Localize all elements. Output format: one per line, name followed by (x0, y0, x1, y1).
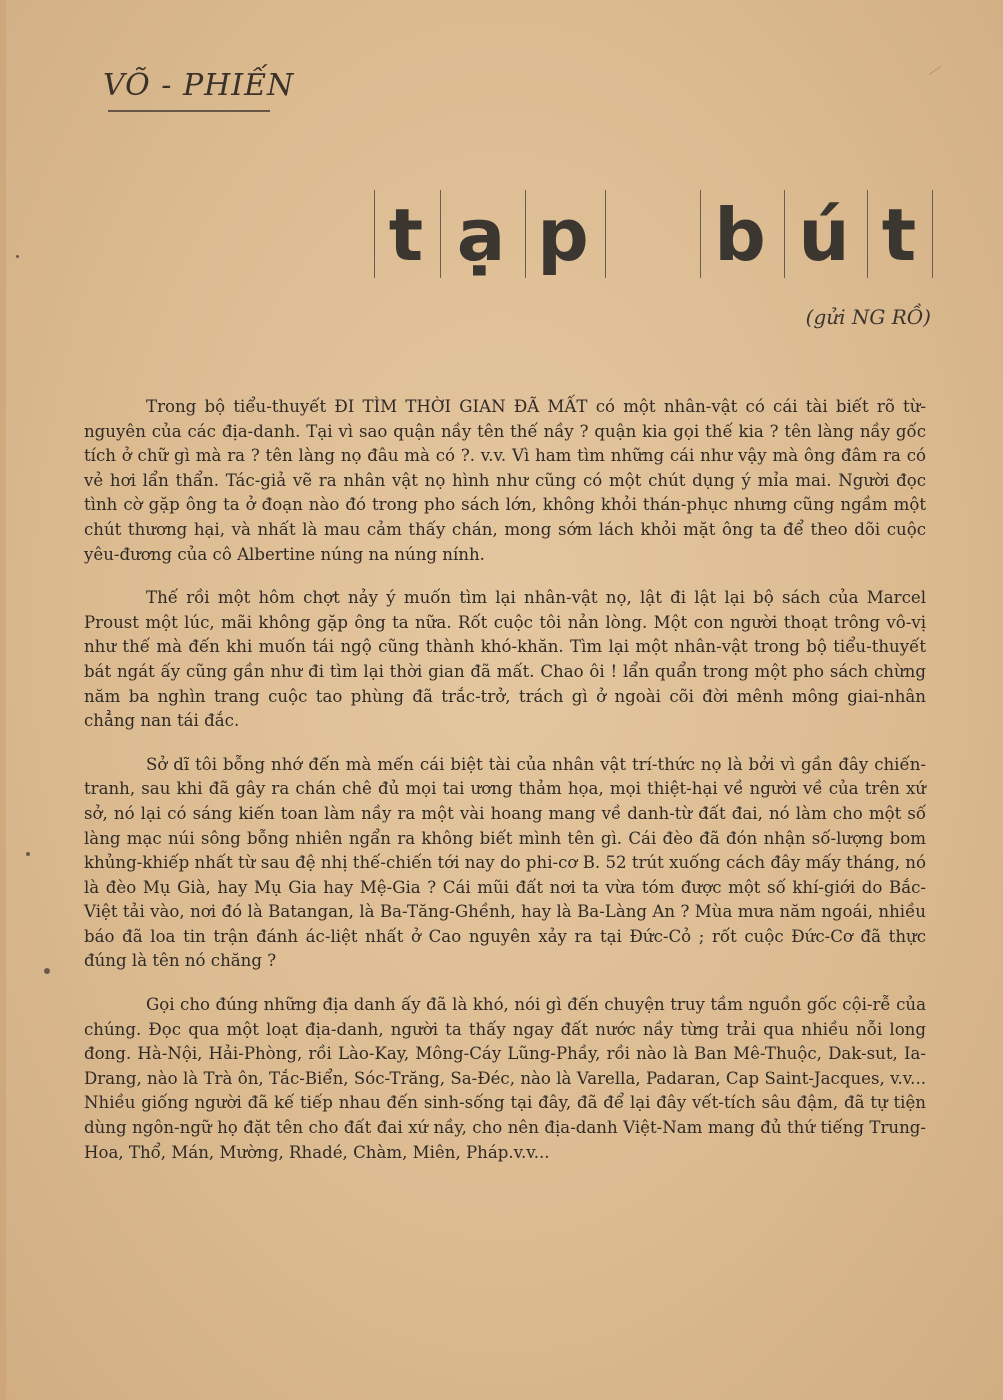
title-letter: ú (798, 193, 850, 277)
title-letter: b (714, 193, 766, 277)
title-letter: t (881, 193, 917, 277)
paragraph: Thế rồi một hôm chợt nảy ý muốn tìm lại nhân-vật nọ, lật đi lật lại bộ sách của Marcel Proust một lúc, mãi không gặp ông ta nữa. Rốt cuộc tôi nản lòng. Một con người thoạt trông vô-vị như thế mà đến khi muốn tái ngộ cũng thành khó-khăn. Tìm lại một nhân-vật trong bộ tiểu-thuyết bát ngát ấy cũng gần như đi tìm lại thời gian đã mất. Chao ôi ! lẩn quẩn trong một pho sách chừng năm ba nghìn trang cuộc tao phùng đã trắc-trở, trách gì ở ngoài cõi đời mênh mông giai-nhân chẳng nan tái đắc. (84, 588, 926, 731)
paragraph: Trong bộ tiểu-thuyết ĐI TÌM THỜI GIAN ĐÃ MẤT có một nhân-vật có cái tài biết rõ từ-nguyên của các địa-danh. Tại vì sao quận nầy tên thế nầy ? quận kia gọi thế kia ? tên làng nầy gốc tích ở chữ gì mà ra ? tên làng nọ đâu mà có ?. v.v. Vì ham tìm những cái như vậy mà ông đâm ra có vẻ hơi lẩn thẩn. Tác-giả vẽ ra nhân vật nọ hình như cũng có một chút dụng ý mỉa mai. Người đọc tình cờ gặp ông ta ở đoạn nào đó trong pho sách lớn, không khỏi thán-phục nhưng cũng ngầm một chút thương hại, và nhất là mau cảm thấy chán, mong sớm lách khỏi mặt ông ta để theo dõi cuộc yêu-đương của cô Albertine núng na núng nính. (84, 397, 926, 564)
margin-speck (26, 852, 30, 856)
article-body (84, 395, 926, 1184)
author-underline (108, 110, 270, 112)
title-divider (700, 190, 701, 278)
title-letter: p (537, 193, 589, 277)
title-divider (525, 190, 526, 278)
paragraph: Gọi cho đúng những địa danh ấy đã là khó, nói gì đến chuyện truy tầm nguồn gốc cội-rễ của chúng. Đọc qua một loạt địa-danh, người ta thấy ngay đất nước nầy từng trải qua nhiều nỗi long đong. Hà-Nội, Hải-Phòng, rồi Lào-Kay, Mông-Cáy Lũng-Phầy, rồi nào là Ban Mê-Thuộc, Dak-sut, Ia-Drang, nào là Trà ôn, Tắc-Biển, Sóc-Trăng, Sa-Đéc, nào là Varella, Padaran, Cap Saint-Jacques, v.v... Nhiều giống người đã kế tiếp nhau đến sinh-sống tại đây, đã để lại đây vết-tích sâu đậm, đã tự tiện dùng ngôn-ngữ họ đặt tên cho đất đai xứ nầy, cho nên địa-danh Việt-Nam mang đủ thứ tiếng Trung-Hoa, Thổ, Mán, Mường, Rhadé, Chàm, Miên, Pháp.v.v... (84, 995, 926, 1162)
title-divider (932, 190, 933, 278)
title-divider (867, 190, 868, 278)
title-divider (374, 190, 375, 278)
page-edge (0, 0, 6, 1400)
author-name: VÕ - PHIẾN (103, 68, 295, 103)
title-divider (605, 190, 606, 278)
paragraph: Sở dĩ tôi bỗng nhớ đến mà mến cái biệt tài của nhân vật trí-thức nọ là bởi vì gần đây chiến-tranh, sau khi đã gây ra chán chê đủ mọi tai ương thảm họa, mọi thiệt-hại về người về của trên xứ sở, nó lại có sáng kiến toan làm nầy ra một vài hoang mang về danh-từ đất đai, nó làm cho một số làng mạc núi sông bỗng nhiên ngẩn ra không biết mình tên gì. Cái đèo đã đón nhận số-lượng bom khủng-khiếp nhất từ sau đệ nhị thế-chiến tới nay do phi-cơ B. 52 trút xuống cách đây mấy tháng, nó là đèo Mụ Già, hay Mụ Gia hay Mệ-Gia ? Cái mũi đất nơi ta vừa tóm được một số khí-giới do Bắc-Việt tải vào, nơi đó là Batangan, là Ba-Tăng-Ghềnh, hay là Ba-Làng An ? Mùa mưa năm ngoái, nhiều báo đã loa tin trận đánh ác-liệt nhất ở Cao nguyên xảy ra tại Đức-Cỏ ; rốt cuộc Đức-Cơ đã thực đúng là tên nó chăng ? (84, 754, 926, 971)
margin-speck (16, 255, 19, 258)
title-letter: ạ (456, 193, 506, 277)
margin-speck (44, 968, 50, 974)
title-divider (784, 190, 785, 278)
page-crease (929, 66, 941, 75)
dedication: (gửi NG RỒ) (805, 305, 931, 329)
title-letter: t (388, 193, 424, 277)
article-title (370, 190, 940, 285)
title-divider (440, 190, 441, 278)
